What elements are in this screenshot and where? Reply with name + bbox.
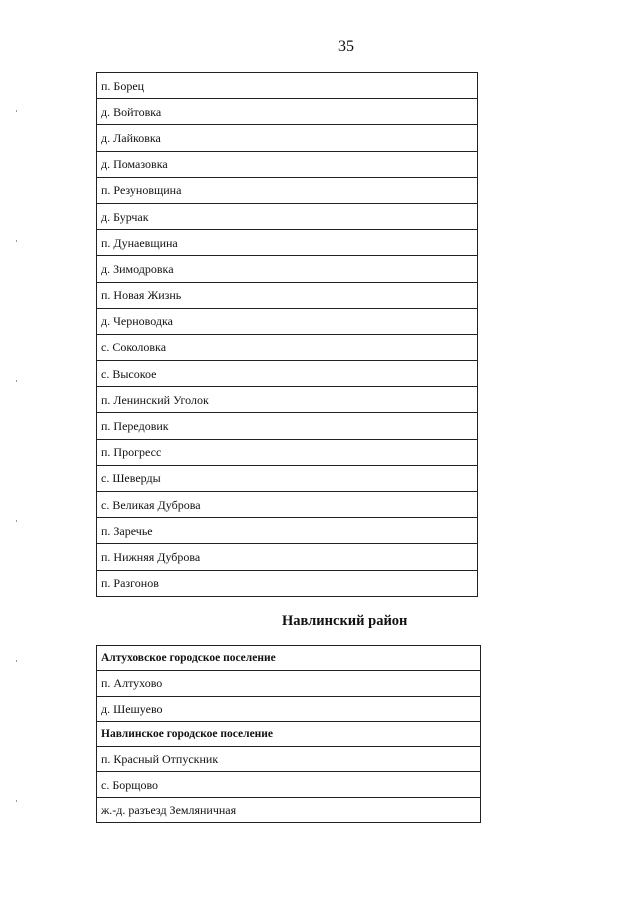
settlement-cell: п. Ленинский Уголок [97,387,478,413]
settlement-cell: д. Черноводка [97,308,478,334]
table-row [97,203,478,229]
settlement-group-row [97,721,481,746]
scan-artifact [16,660,17,662]
table-row [97,230,478,256]
settlement-cell: п. Дунаевщина [97,230,478,256]
scan-artifact [16,520,17,522]
table-row [97,125,478,151]
table-row [97,151,478,177]
table-row [97,334,478,360]
settlement-cell: д. Зимодровка [97,256,478,282]
table-row [97,671,481,696]
settlement-cell: п. Передовик [97,413,478,439]
settlement-cell: п. Разгонов [97,570,478,596]
settlement-cell: ж.-д. разъезд Земляничная [97,797,481,822]
table-row [97,99,478,125]
table-row [97,413,478,439]
table-row [97,772,481,797]
district-title: Навлинский район [282,613,408,629]
scan-artifact [16,380,17,382]
table-row [97,544,478,570]
settlement-cell: п. Прогресс [97,439,478,465]
table-row [97,308,478,334]
settlement-group-row [97,646,481,671]
settlement-cell: п. Заречье [97,518,478,544]
scan-artifact [16,800,17,802]
table-row [97,518,478,544]
table-row [97,465,478,491]
scan-artifact [16,240,17,242]
settlement-group-heading: Навлинское городское поселение [97,721,481,746]
settlement-cell: д. Помазовка [97,151,478,177]
settlement-cell: п. Резуновщина [97,177,478,203]
table-row [97,282,478,308]
settlement-cell: с. Борщово [97,772,481,797]
settlement-cell: п. Новая Жизнь [97,282,478,308]
table-row [97,492,478,518]
settlement-cell: д. Шешуево [97,696,481,721]
table-row [97,570,478,596]
settlement-cell: д. Лайковка [97,125,478,151]
settlement-cell: п. Борец [97,73,478,99]
settlement-group-heading: Алтуховское городское поселение [97,646,481,671]
table-row [97,747,481,772]
table-row [97,177,478,203]
settlement-cell: с. Шеверды [97,465,478,491]
table-row [97,387,478,413]
settlement-cell: с. Соколовка [97,334,478,360]
table-row [97,73,478,99]
page-number: 35 [338,38,354,55]
settlement-cell: п. Алтухово [97,671,481,696]
settlement-cell: д. Войтовка [97,99,478,125]
table-row [97,439,478,465]
settlement-cell: с. Высокое [97,361,478,387]
settlement-cell: п. Красный Отпускник [97,747,481,772]
table-row [97,696,481,721]
district-settlements-table [96,645,481,823]
table-row [97,256,478,282]
scan-artifact [16,110,17,112]
table-row [97,361,478,387]
settlement-cell: д. Бурчак [97,203,478,229]
settlements-table [96,72,478,597]
settlement-cell: п. Нижняя Дуброва [97,544,478,570]
table-row [97,797,481,822]
settlement-cell: с. Великая Дуброва [97,492,478,518]
